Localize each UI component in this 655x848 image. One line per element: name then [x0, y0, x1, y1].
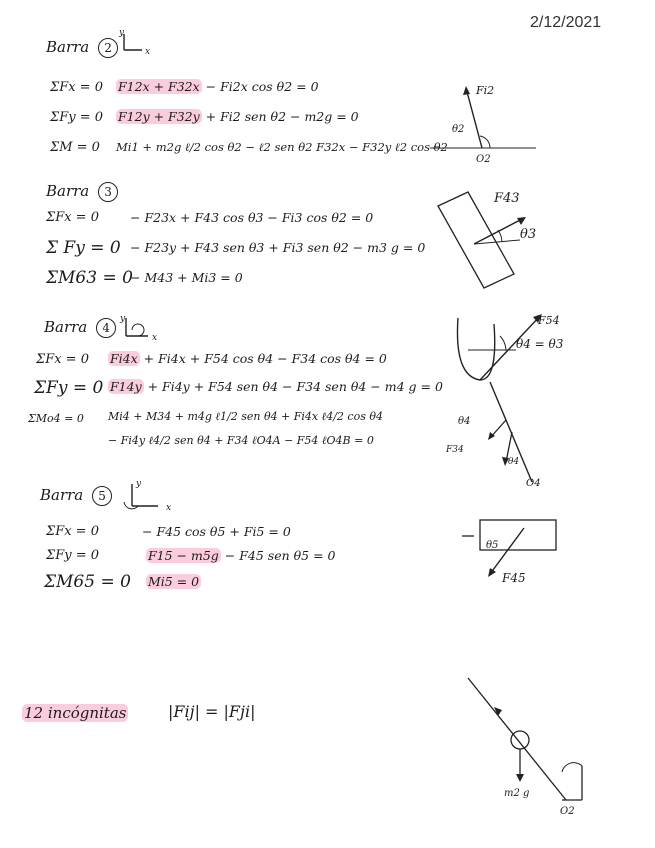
barra4-angle-mid: θ4 — [458, 416, 471, 427]
barra3-force-label: F43 — [494, 191, 520, 206]
barra2-axis-x: x — [145, 47, 151, 57]
barra4-angle-top: θ4 = θ3 — [516, 337, 564, 351]
barra5-axes — [118, 476, 178, 512]
barra4-eq1-label: ΣFx = 0 — [36, 352, 89, 367]
barra3-eq1: − F23x + F43 cos θ3 − Fi3 cos θ2 = 0 — [130, 210, 374, 225]
barra4-force-left: F34 — [446, 445, 464, 455]
barra4-eq2 — [108, 379, 443, 394]
barra2-eq1-rest: − Fi2x cos θ2 = 0 — [201, 79, 319, 94]
barra4-axis-y: y — [120, 314, 126, 324]
force-magnitude-identity: |Fij| = |Fji| — [168, 702, 256, 721]
barra4-eq1-highlight: Fi4x — [110, 351, 138, 366]
barra4-eq2-rest: + Fi4y + F54 sen θ4 − F34 sen θ4 − m4 g = 0 — [143, 379, 443, 394]
barra4-eq1-rest: + Fi4x + F54 cos θ4 − F34 cos θ4 = 0 — [139, 351, 387, 366]
barra4-diagram — [440, 304, 580, 494]
barra2-heading — [46, 38, 118, 58]
barra3-eq2-label: Σ Fy = 0 — [46, 238, 121, 258]
barra2-eq1-highlight: F12x + F32x — [118, 79, 200, 94]
barra2-diagram — [430, 78, 540, 168]
barra2-eq2-label: ΣFy = 0 — [50, 110, 103, 125]
barra5-title: Barra — [40, 486, 84, 504]
barra4-title: Barra — [44, 318, 88, 336]
barra5-eq2 — [146, 548, 335, 563]
barra3-angle-label: θ3 — [520, 227, 537, 242]
barra5-force-label: F45 — [502, 571, 526, 585]
barra4-eq3: Mi4 + M34 + m4g ℓ1/2 sen θ4 + Fi4x ℓ4/2 cos θ4 — [108, 410, 383, 423]
barra3-diagram — [430, 178, 560, 298]
unknown-count — [22, 704, 128, 722]
barra3-eq3: − M43 + Mi3 = 0 — [130, 270, 243, 285]
barra4-eq1 — [108, 351, 387, 366]
unknown-count-highlight: 12 incógnitas — [24, 704, 127, 722]
barra4-force-top: F54 — [538, 314, 560, 327]
barra3-eq3-label: ΣM63 = 0 — [46, 268, 133, 288]
barra5-angle-label: θ5 — [486, 540, 499, 551]
barra4-axis-x: x — [152, 333, 158, 343]
barra3-eq1-label: ΣFx = 0 — [46, 210, 99, 225]
barra2-point-label: O2 — [476, 154, 491, 165]
barra4-heading — [44, 318, 116, 338]
barra5-eq3-highlight: Mi5 = 0 — [148, 574, 200, 589]
barra2-force-label: Fi2 — [476, 84, 495, 97]
barra5-eq3-label: ΣM65 = 0 — [44, 572, 131, 592]
barra4-eq4: − Fi4y ℓ4/2 sen θ4 + F34 ℓO4A − F54 ℓO4B = 0 — [108, 434, 374, 447]
barra2-axes — [118, 28, 158, 58]
date: 2/12/2021 — [530, 14, 602, 31]
barra2-eq1-label: ΣFx = 0 — [50, 80, 103, 95]
barra2-title: Barra — [46, 38, 90, 56]
barra4-point: O4 — [526, 478, 541, 489]
barra3-eq2: − F23y + F43 sen θ3 + Fi3 sen θ2 − m3 g = 0 — [130, 240, 426, 255]
barra5-eq2-highlight: F15 − m5g — [148, 548, 219, 563]
barra5-eq3 — [146, 574, 201, 589]
barra2-angle-label: θ2 — [452, 124, 465, 135]
barra3-title: Barra — [46, 182, 90, 200]
barra2-axis-y: y — [119, 28, 125, 38]
barra5-eq1-label: ΣFx = 0 — [46, 524, 99, 539]
barra4-eq2-highlight: F14y — [110, 379, 142, 394]
barra5-number: 5 — [92, 486, 112, 506]
barra5-diagram — [462, 514, 572, 594]
barra4-eq3-label: ΣMo4 = 0 — [28, 412, 84, 425]
bottom-weight-label: m2 g — [504, 788, 530, 799]
bottom-point-label: O2 — [560, 806, 575, 817]
barra5-axis-y: y — [136, 479, 142, 489]
barra2-eq3-label: ΣM = 0 — [50, 140, 100, 155]
barra5-eq2-rest: − F45 sen θ5 = 0 — [220, 548, 336, 563]
barra2-eq1 — [116, 79, 319, 94]
barra5-axis-x: x — [166, 503, 172, 513]
barra3-heading — [46, 182, 118, 202]
bottom-diagram — [458, 672, 598, 822]
barra3-number: 3 — [98, 182, 118, 202]
barra2-eq2-highlight: F12y + F32y — [118, 109, 200, 124]
barra2-eq3: Mi1 + m2g ℓ/2 cos θ2 − ℓ2 sen θ2 F32x − F32y ℓ2 cos θ2 — [116, 140, 448, 154]
barra4-angle-bottom: θ4 — [508, 457, 520, 467]
barra2-number: 2 — [98, 38, 118, 58]
barra4-eq2-label: ΣFy = 0 — [34, 378, 104, 398]
barra5-eq1: − F45 cos θ5 + Fi5 = 0 — [142, 524, 291, 539]
barra2-eq2 — [116, 109, 359, 124]
barra5-eq2-label: ΣFy = 0 — [46, 548, 99, 563]
barra5-heading — [40, 486, 112, 506]
barra4-axes — [118, 312, 168, 342]
barra4-number: 4 — [96, 318, 116, 338]
barra2-eq2-rest: + Fi2 sen θ2 − m2g = 0 — [201, 109, 359, 124]
